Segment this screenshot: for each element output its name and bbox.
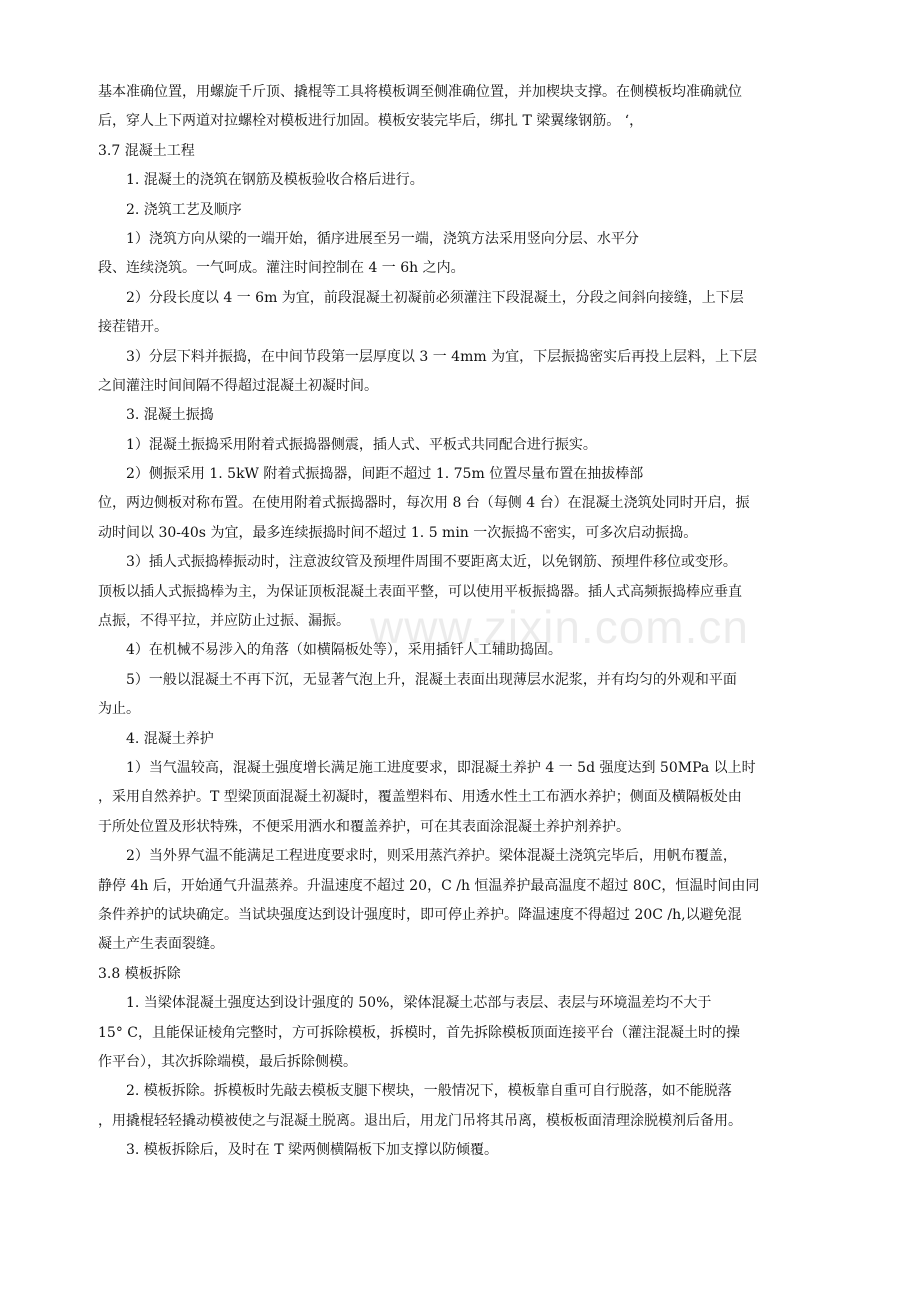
text-line-4: 1. 混凝土的浇筑在钢筋及模板验收合格后进行。 [126, 172, 424, 189]
text-line-20: 4）在机械不易涉入的角落（如横隔板处等），采用插钎人工辅助捣固。 [126, 642, 562, 659]
text-line-24: 1）当气温较高，混凝土强度增长满足施工进度要求，即混凝土养护 4 一 5d 强度达到 50MPa 以上时 [126, 759, 756, 776]
text-line-34: 作平台），其次拆除端模，最后拆除侧模。 [98, 1053, 357, 1070]
text-line-26: 于所处位置及形状特殊，不便采用洒水和覆盖养护，可在其表面涂混凝土养护剂养护。 [98, 818, 630, 835]
text-line-8: 2）分段长度以 4 一 6m 为宜，前段混凝土初凝前必须灌注下段混凝土，分段之间斜向接缝，上下层 [126, 289, 744, 306]
text-line-2: 后，穿人上下两道对拉螺栓对模板进行加固。模板安装完毕后，绑扎 T 梁翼缘钢筋。 ‘， [98, 113, 644, 130]
text-line-11: 之间灌注时间间隔不得超过混凝土初凝时间。 [98, 377, 378, 394]
text-line-1: 基本准确位置，用螺旋千斤顶、撬棍等工具将模板调至侧准确位置，并加楔块支撑。在侧模板均准确就位 [98, 84, 742, 100]
text-line-14: 2）侧振采用 1. 5kW 附着式振捣器，间距不超过 1. 75m 位置尽量布置在抽拔棒部 [126, 466, 644, 483]
text-line-36: ，用撬棍轻轻撬动模被使之与混凝土脱离。退出后，用龙门吊将其吊离，模板板面清理涂脱模剂后备用。 [98, 1112, 742, 1129]
section-heading-3-7: 3.7 混凝土工程 [98, 142, 195, 159]
text-line-10: 3）分层下料并振捣，在中间节段第一层厚度以 3 一 4mm 为宜，下层振捣密实后再投上层料，上下层 [126, 348, 758, 365]
text-line-30: 凝土产生表面裂缝。 [98, 936, 224, 953]
text-line-19: 点振，不得平拉，并应防止过振、漏振。 [98, 613, 350, 630]
watermark: www.zixin.com.cn [370, 601, 749, 653]
text-line-33: 15° C，且能保证棱角完整时，方可拆除模板，拆模时，首先拆除模板顶面连接平台（灌注混凝土时的操 [98, 1024, 740, 1041]
text-line-28: 静停 4h 后，开始通气升温蒸养。升温速度不超过 20，C /h 恒温养护最高温度不超过 80C，恒温时间由同 [98, 877, 760, 894]
text-line-27: 2）当外界气温不能满足工程进度要求时，则采用蒸汽养护。梁体混凝土浇筑完毕后，用帆布覆盖， [126, 848, 737, 865]
subheading-vibration: 3. 混凝土振捣 [126, 407, 214, 424]
text-line-22: 为止。 [98, 701, 140, 718]
text-line-21: 5）一般以混凝土不再下沉，无显著气泡上升，混凝土表面出现薄层水泥浆，并有均匀的外观和平面 [126, 671, 737, 688]
text-line-7: 段、连续浇筑。一气呵成。灌注时间控制在 4 一 6h 之内。 [98, 260, 465, 277]
text-line-25: ，采用自然养护。T 型梁顶面混凝土初凝时，覆盖塑料布、用透水性土工布洒水养护；侧面及横隔板处由 [98, 789, 742, 806]
text-line-15: 位，两边侧板对称布置。在使用附着式振捣器时，每次用 8 台（每侧 4 台）在混凝土浇筑处同时开启，振 [98, 495, 750, 512]
text-line-32: 1. 当梁体混凝土强度达到设计强度的 50%，梁体混凝土芯部与表层、表层与环境温差均不大于 [126, 995, 712, 1012]
text-line-17: 3）插人式振捣棒振动时，注意波纹管及预埋件周围不要距离太近，以免钢筋、预埋件移位或变形。 [126, 554, 737, 571]
text-line-6: 1）浇筑方向从梁的一端开始，循序进展至另一端，浇筑方法采用竖向分层、水平分 [126, 230, 639, 247]
text-line-35: 2. 模板拆除。拆模板时先敲去模板支腿下楔块，一般情况下，模板靠自重可自行脱落，如不能脱落 [126, 1083, 732, 1100]
text-line-13: 1）混凝土振捣采用附着式振捣器侧震，插人式、平板式共同配合进行振实。 [126, 436, 597, 453]
text-line-16: 动时间以 30-40s 为宜，最多连续振捣时间不超过 1. 5 min 一次振捣不密实，可多次启动振捣。 [98, 524, 698, 541]
text-line-29: 条件养护的试块确定。当试块强度达到设计强度时，即可停止养护。降温速度不得超过 20C /h,以避免混 [98, 906, 742, 923]
text-line-18: 顶板以插人式振捣棒为主，为保证顶板混凝土表面平整，可以使用平板振捣器。插人式高频振捣棒应垂直 [98, 583, 742, 600]
text-line-9: 接茬错开。 [98, 319, 168, 336]
subheading-pouring-process: 2. 浇筑工艺及顺序 [126, 201, 242, 218]
text-line-37: 3. 模板拆除后，及时在 T 梁两侧横隔板下加支撑以防倾覆。 [126, 1142, 499, 1159]
subheading-curing: 4. 混凝土养护 [126, 730, 214, 747]
section-heading-3-8: 3.8 模板拆除 [98, 965, 181, 982]
